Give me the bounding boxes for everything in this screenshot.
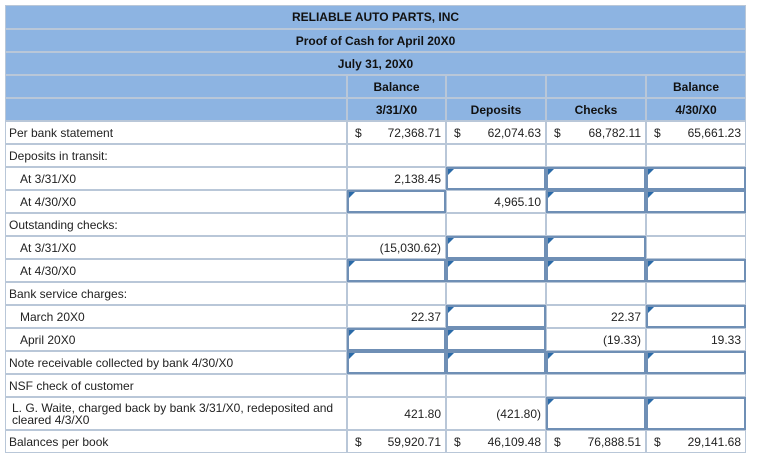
value: 76,888.51 [587, 434, 641, 449]
oc-0331-chk-input[interactable] [546, 236, 646, 259]
dollar-sign: $ [554, 434, 561, 449]
row-label-per-bank: Per bank statement [5, 121, 347, 144]
dollar-sign: $ [355, 125, 362, 140]
oc-0331-bal1 [347, 236, 446, 259]
value: 62,074.63 [487, 125, 541, 140]
row-label-oc: Outstanding checks: [5, 213, 347, 236]
row-label-nsf: NSF check of customer [5, 374, 347, 397]
dollar-sign: $ [454, 125, 461, 140]
value: (19.33) [602, 332, 641, 347]
empty-cell [646, 144, 746, 167]
per-bank-bal2 [646, 121, 746, 144]
dit-0430-dep [446, 190, 546, 213]
empty-cell [546, 374, 646, 397]
empty-cell [546, 282, 646, 305]
dollar-sign: $ [355, 434, 362, 449]
per-book-dep [446, 430, 546, 453]
note-dep-input[interactable] [446, 351, 546, 374]
bsc-april-bal2 [646, 328, 746, 351]
value: 68,782.11 [588, 125, 641, 140]
oc-0430-bal2-input[interactable] [646, 259, 746, 282]
dollar-sign: $ [654, 125, 661, 140]
dit-0331-dep-input[interactable] [446, 167, 546, 190]
row-label-dit: Deposits in transit: [5, 144, 347, 167]
row-label-bsc-april: April 20X0 [5, 328, 347, 351]
waite-chk-input[interactable] [546, 397, 646, 430]
value: 4,965.10 [494, 194, 541, 209]
empty-cell [646, 236, 746, 259]
row-label-dit-0331: At 3/31/X0 [5, 167, 347, 190]
header-blank-4 [5, 98, 347, 121]
header-blank-3 [546, 75, 646, 98]
note-bal1-input[interactable] [347, 351, 446, 374]
col-balance-2-header: Balance [646, 75, 746, 98]
per-bank-chk [546, 121, 646, 144]
value: 65,661.23 [687, 125, 741, 140]
oc-0430-chk-input[interactable] [546, 259, 646, 282]
empty-cell [446, 213, 546, 236]
header-blank-1 [5, 75, 347, 98]
value: 29,141.68 [687, 434, 741, 449]
bsc-march-bal1 [347, 305, 446, 328]
oc-0331-dep-input[interactable] [446, 236, 546, 259]
bsc-april-bal1-input[interactable] [347, 328, 446, 351]
bsc-april-chk [546, 328, 646, 351]
col-date-2-header: 4/30/X0 [646, 98, 746, 121]
row-label-per-book: Balances per book [5, 430, 347, 453]
bsc-march-bal2-input[interactable] [646, 305, 746, 328]
report-date: July 31, 20X0 [5, 52, 746, 75]
dit-0430-bal1-input[interactable] [347, 190, 446, 213]
col-balance-1-header: Balance [347, 75, 446, 98]
dollar-sign: $ [554, 125, 561, 140]
row-label-waite: L. G. Waite, charged back by bank 3/31/X0, redeposited and cleared 4/3/X0 [5, 397, 347, 430]
report-title: Proof of Cash for April 20X0 [5, 29, 746, 52]
oc-0430-dep-input[interactable] [446, 259, 546, 282]
empty-cell [646, 282, 746, 305]
value: 59,920.71 [387, 434, 441, 449]
dit-0331-bal2-input[interactable] [646, 167, 746, 190]
per-book-chk [546, 430, 646, 453]
col-checks-header: Checks [546, 98, 646, 121]
bsc-april-dep-input[interactable] [446, 328, 546, 351]
row-label-dit-0430: At 4/30/X0 [5, 190, 347, 213]
empty-cell [347, 144, 446, 167]
empty-cell [446, 144, 546, 167]
empty-cell [646, 374, 746, 397]
empty-cell [347, 282, 446, 305]
empty-cell [446, 282, 546, 305]
empty-cell [546, 213, 646, 236]
dit-0430-bal2-input[interactable] [646, 190, 746, 213]
waite-dep [446, 397, 546, 430]
waite-bal1 [347, 397, 446, 430]
dit-0331-chk-input[interactable] [546, 167, 646, 190]
per-bank-dep [446, 121, 546, 144]
value: 421.80 [404, 406, 441, 421]
dit-0430-chk-input[interactable] [546, 190, 646, 213]
value: (15,030.62) [379, 240, 441, 255]
note-bal2-input[interactable] [646, 351, 746, 374]
value: 22.37 [410, 309, 441, 324]
empty-cell [546, 144, 646, 167]
col-date-1-header: 3/31/X0 [347, 98, 446, 121]
row-label-note-receivable: Note receivable collected by bank 4/30/X0 [5, 351, 347, 374]
empty-cell [347, 213, 446, 236]
dit-0331-bal1 [347, 167, 446, 190]
oc-0430-bal1-input[interactable] [347, 259, 446, 282]
dollar-sign: $ [654, 434, 661, 449]
per-book-bal2 [646, 430, 746, 453]
row-label-oc-0430: At 4/30/X0 [5, 259, 347, 282]
value: (421.80) [496, 406, 541, 421]
value: 19.33 [710, 332, 741, 347]
per-bank-bal1 [347, 121, 446, 144]
value: 46,109.48 [487, 434, 541, 449]
bsc-march-chk [546, 305, 646, 328]
note-chk-input[interactable] [546, 351, 646, 374]
dollar-sign: $ [454, 434, 461, 449]
value: 2,138.45 [394, 171, 441, 186]
empty-cell [646, 213, 746, 236]
empty-cell [347, 374, 446, 397]
header-blank-2 [446, 75, 546, 98]
waite-bal2-input[interactable] [646, 397, 746, 430]
row-label-bsc: Bank service charges: [5, 282, 347, 305]
bsc-march-dep-input[interactable] [446, 305, 546, 328]
row-label-bsc-march: March 20X0 [5, 305, 347, 328]
col-deposits-header: Deposits [446, 98, 546, 121]
value: 22.37 [610, 309, 641, 324]
empty-cell [446, 374, 546, 397]
value: 72,368.71 [387, 125, 441, 140]
company-name: RELIABLE AUTO PARTS, INC [5, 5, 746, 29]
row-label-oc-0331: At 3/31/X0 [5, 236, 347, 259]
per-book-bal1 [347, 430, 446, 453]
